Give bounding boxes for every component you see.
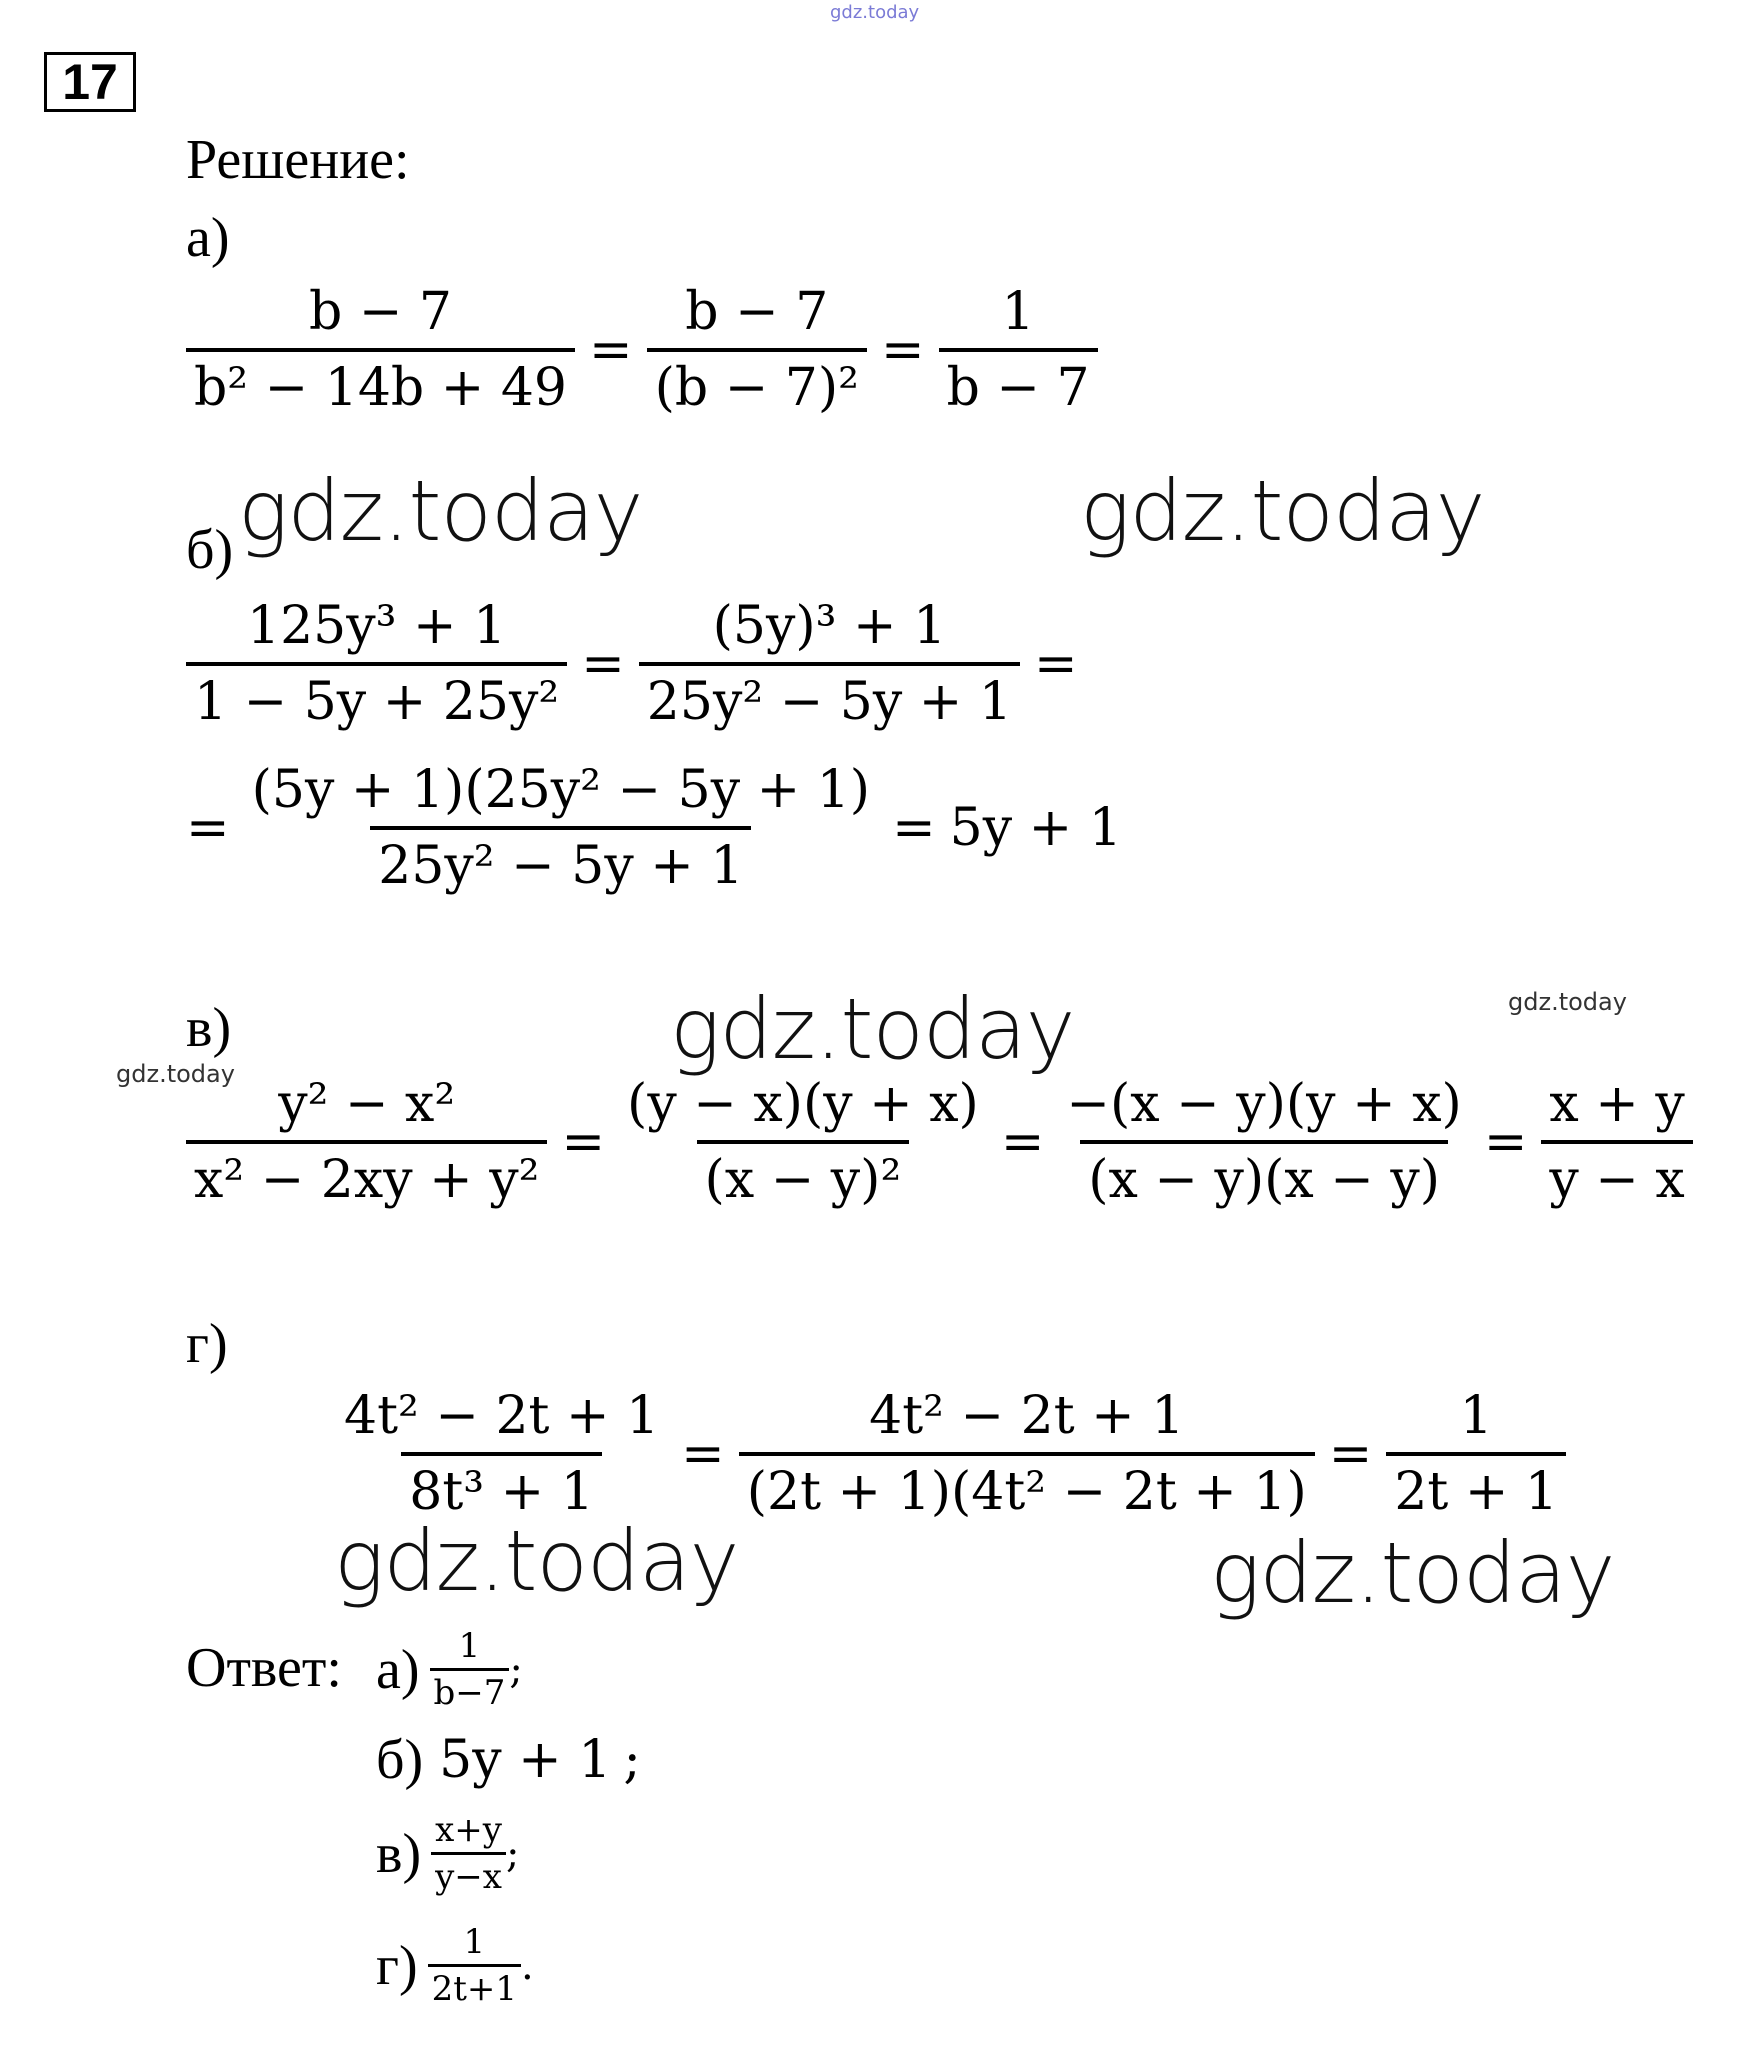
answer-v-den: y−x — [431, 1852, 506, 1897]
part-a-den-1: b² − 14b + 49 — [186, 348, 575, 418]
part-g-den-2: (2t + 1)(4t² − 2t + 1) — [739, 1452, 1315, 1522]
part-b-den-2: 25y² − 5y + 1 — [639, 662, 1020, 732]
equals-sign: = — [892, 798, 936, 858]
watermark-small: gdz.today — [116, 1060, 235, 1088]
answer-v — [376, 1810, 519, 1897]
part-v-den-4: y − x — [1541, 1140, 1692, 1210]
watermark: gdz.today — [1210, 1524, 1615, 1622]
part-g-label: г) — [186, 1313, 228, 1375]
watermark: gdz.today — [238, 462, 643, 560]
answer-b-end: ; — [623, 1730, 641, 1790]
part-a-label: а) — [186, 207, 230, 269]
answer-g — [376, 1922, 534, 2009]
part-a-equation — [186, 282, 1098, 418]
equals-sign: = — [1328, 1424, 1373, 1484]
solution-heading: Решение: — [186, 129, 410, 191]
part-b-den-1: 1 − 5y + 25y² — [186, 662, 567, 732]
answer-v-frac — [431, 1810, 506, 1897]
equals-sign: = — [1483, 1112, 1528, 1172]
answer-a-label: а) — [376, 1638, 420, 1701]
answer-g-den: 2t+1 — [428, 1964, 521, 2009]
watermark: gdz.today — [334, 1512, 739, 1610]
part-b-num-1: 125y³ + 1 — [247, 596, 507, 656]
answer-v-end: ; — [505, 1830, 520, 1877]
answer-a-den: b−7 — [430, 1668, 510, 1713]
watermark-small: gdz.today — [1508, 988, 1627, 1016]
problem-number: 17 — [62, 54, 118, 110]
part-v-num-4: x + y — [1549, 1074, 1685, 1134]
equals-sign: = — [1033, 634, 1078, 694]
answer-b-label: б) — [376, 1729, 424, 1791]
part-v-frac-2 — [619, 1074, 987, 1210]
answer-g-num: 1 — [463, 1922, 486, 1962]
part-b-frac-2 — [639, 596, 1020, 732]
answer-b-value: 5y + 1 — [439, 1730, 612, 1790]
equals-sign: = — [561, 1112, 606, 1172]
equals-sign: = — [681, 1424, 725, 1484]
answer-v-num: x+y — [435, 1810, 502, 1850]
answer-a — [376, 1626, 523, 1713]
watermark: gdz.today — [1080, 462, 1485, 560]
answer-a-num: 1 — [458, 1626, 481, 1666]
part-a-num-3: 1 — [1001, 282, 1035, 342]
part-b-equation-line-1 — [186, 596, 1092, 732]
equals-sign: = — [1000, 1112, 1045, 1172]
part-v-label: в) — [186, 997, 232, 1059]
part-a-frac-1 — [186, 282, 575, 418]
part-a-num-2: b − 7 — [685, 282, 829, 342]
part-b-equation-line-2 — [186, 760, 1122, 896]
part-g-num-3: 1 — [1459, 1386, 1493, 1446]
part-g-equation — [336, 1386, 1566, 1522]
part-v-frac-1 — [186, 1074, 547, 1210]
part-a-frac-2 — [647, 282, 867, 418]
part-v-den-1: x² − 2xy + y² — [186, 1140, 547, 1210]
answer-v-label: в) — [376, 1822, 422, 1885]
part-v-den-3: (x − y)(x − y) — [1080, 1140, 1448, 1210]
watermark-top: gdz.today — [830, 2, 920, 23]
part-b-frac-1 — [186, 596, 567, 732]
part-a-den-3: b − 7 — [939, 348, 1098, 418]
problem-number-box — [44, 52, 136, 112]
part-v-equation — [186, 1074, 1693, 1210]
part-v-frac-3 — [1058, 1074, 1469, 1210]
part-a-frac-3 — [939, 282, 1098, 418]
part-g-num-2: 4t² − 2t + 1 — [869, 1386, 1185, 1446]
equals-sign: = — [581, 634, 625, 694]
answer-heading: Ответ: — [186, 1637, 342, 1699]
answer-g-frac — [428, 1922, 521, 2009]
equals-sign: = — [589, 320, 633, 380]
part-a-num-1: b − 7 — [309, 282, 452, 342]
equals-sign: = — [881, 320, 925, 380]
part-g-num-1: 4t² − 2t + 1 — [344, 1386, 660, 1446]
answer-a-end: ; — [509, 1646, 523, 1693]
answer-g-end: . — [521, 1942, 534, 1989]
part-g-frac-3 — [1386, 1386, 1566, 1522]
part-b-num-2: (5y)³ + 1 — [712, 596, 947, 656]
part-a-den-2: (b − 7)² — [647, 348, 867, 418]
part-g-den-1: 8t³ + 1 — [401, 1452, 602, 1522]
answer-g-label: г) — [376, 1934, 418, 1997]
part-g-frac-1 — [336, 1386, 667, 1522]
part-v-num-1: y² − x² — [278, 1074, 456, 1134]
equals-sign: = — [186, 798, 230, 858]
part-b-den-3: 25y² − 5y + 1 — [370, 826, 751, 896]
part-g-den-3: 2t + 1 — [1386, 1452, 1566, 1522]
part-b-label: б) — [186, 519, 234, 581]
part-b-result: 5y + 1 — [949, 798, 1122, 858]
answer-a-frac — [430, 1626, 510, 1713]
answer-b — [376, 1728, 641, 1792]
part-b-num-3: (5y + 1)(25y² − 5y + 1) — [251, 760, 871, 820]
part-v-den-2: (x − y)² — [697, 1140, 910, 1210]
part-v-frac-4 — [1541, 1074, 1692, 1210]
part-v-num-3: −(x − y)(y + x) — [1066, 1074, 1462, 1134]
part-b-frac-3 — [244, 760, 879, 896]
part-v-num-2: (y − x)(y + x) — [627, 1074, 979, 1134]
part-g-frac-2 — [739, 1386, 1315, 1522]
watermark: gdz.today — [670, 980, 1075, 1078]
